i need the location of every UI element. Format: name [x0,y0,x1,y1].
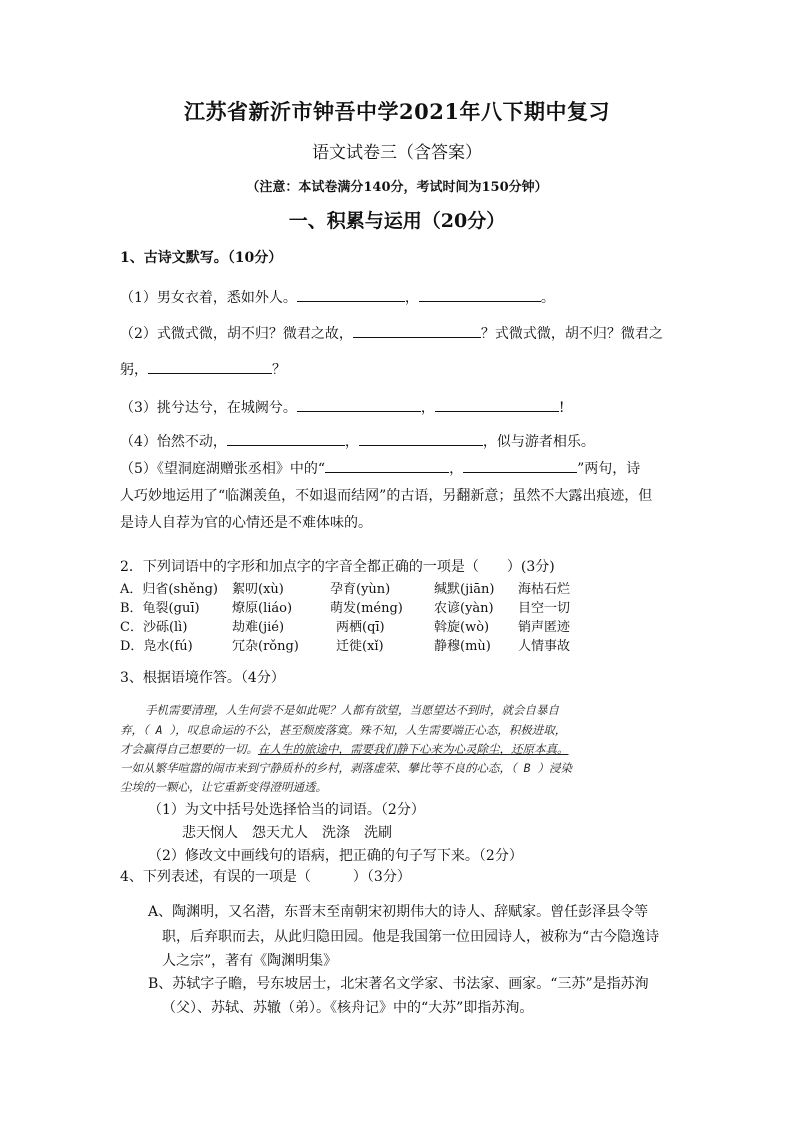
passage-line [120,741,680,757]
underlined-sentence: 在人生的旅途中，需要我们静下心来为心灵除尘，还原本真。 [258,742,569,756]
exclamation: ! [558,400,565,416]
q1-l2-text-c: 躬， [120,362,148,378]
answer-blank[interactable] [463,458,577,473]
exam-title: 江苏省新沂市钟吾中学2021年八下期中复习 [184,99,610,124]
q1-l4-text-b: ，似与游者相乐。 [482,434,595,450]
option-cell: 农谚(yàn) [434,601,494,616]
q3-sub-2: （2）修改文中画线句的语病，把正确的句子写下来。（2分） [148,848,523,864]
q1-line-3 [120,397,565,417]
q4-option-a[interactable]: A、陶渊明，又名潜，东晋末至南朝宋初期伟大的诗人、辞赋家。曾任彭泽县令等 [148,904,649,920]
q1-l1-text: （1）男女衣着，悉如外人。 [120,290,297,306]
answer-blank[interactable] [353,323,481,338]
option-cell: 目空一切 [518,601,571,616]
passage-line: 尘埃的一颗心，让它重新变得澄明通透。 [120,780,327,794]
answer-blank[interactable] [227,431,345,446]
q1-line-5c: 是诗人自荐为官的心情还是不难体味的。 [120,515,372,531]
q1-l4-text: （4）怡然不动， [120,434,227,450]
option-cell: 劫难(jié) [232,620,285,635]
answer-blank[interactable] [325,458,449,473]
answer-blank[interactable] [359,431,483,446]
q3-sub-1: （1）为文中括号处选择恰当的词语。（2分） [148,802,425,818]
option-cell: 迁徙(xǐ) [336,639,384,654]
option-cell: C．沙砾(lì) [120,620,188,635]
q3-word-choices: 悲天悯人 怨天尤人 洗涤 洗刷 [182,825,392,841]
q1-l5-text: （5）《望洞庭湖赠张丞相》中的“ [120,461,326,477]
period: 。 [540,290,555,306]
option-cell: D．凫水(fú) [120,639,193,654]
answer-blank[interactable] [297,287,405,302]
passage-line: 手机需要清理，人生何尝不是如此呢？人都有欲望，当愿望达不到时，就会自暴自 [145,703,559,717]
comma: ， [404,290,419,306]
q4-option-a-line2: 职，后弃职而去，从此归隐田园。他是我国第一位田园诗人，被称为“古今隐逸诗 [162,929,660,945]
option-cell: 燎原(liáo) [232,601,293,616]
q4-option-a-line3: 人之宗”，著有《陶渊明集》 [162,953,338,969]
option-cell: 销声匿迹 [518,620,571,635]
exam-note: （注意：本试卷满分140分，考试时间为150分钟） [246,180,548,195]
passage-text: 才会赢得自己想要的一切。 [120,742,258,756]
comma: ， [449,461,464,477]
comma: ， [344,434,359,450]
q4-option-b[interactable]: B、苏轼字子瞻，号东坡居士，北宋著名文学家、书法家、画家。“三苏”是指苏洵 [148,976,649,992]
option-cell: 冗杂(rǒng) [232,639,299,654]
q4-option-b-line2: （父）、苏轼、苏辙（弟）。《核舟记》中的“大苏”即指苏洵。 [162,1000,534,1016]
option-cell: 孕育(yùn) [330,582,391,597]
option-cell: 海枯石烂 [518,582,571,597]
q1-line-2b [120,359,286,379]
comma: ， [420,400,435,416]
option-cell: 斡旋(wò) [434,620,490,635]
question-mark: ？ [272,362,286,378]
q1-line-4 [120,431,595,451]
q3-heading: 3、根据语境作答。（4分） [120,670,285,686]
answer-blank[interactable] [297,397,421,412]
q1-l3-text: （3）挑兮达兮，在城阙兮。 [120,400,297,416]
option-cell: 缄默(jiān) [434,582,495,597]
q1-heading: 1、古诗文默写。（10分） [120,250,283,266]
answer-blank[interactable] [148,359,272,374]
option-cell: 静穆(mù) [434,639,491,654]
answer-blank[interactable] [435,397,559,412]
passage-line: 一如从繁华喧嚣的闹市来到宁静质朴的乡村，剥落虚荣、攀比等不良的心态，（ B ）浸染 [120,761,573,775]
option-cell: 絮叨(xù) [232,582,284,597]
option-cell: 人情事故 [518,639,571,654]
q1-line-1 [120,287,555,307]
q4-heading: 4、下列表述，有误的一项是（ ）（3分） [120,869,411,885]
option-cell: A．归省(shěng) [120,582,218,597]
q1-l2-text: （2）式微式微，胡不归？微君之故， [120,326,353,342]
option-cell: 两栖(qī) [336,620,385,635]
option-cell: 萌发(méng) [330,601,403,616]
q1-l2-text-b: ？式微式微，胡不归？微君之 [480,326,663,342]
passage-line: 弃，（ A ），叹息命运的不公，甚至颓废落寞。殊不知，人生需要端正心态，积极进取， [120,723,567,737]
q1-line-5 [120,458,640,478]
q2-heading: 2．下列词语中的字形和加点字的字音全都正确的一项是（ ）(3分) [120,559,555,575]
q1-line-2 [120,323,663,343]
answer-blank[interactable] [419,287,541,302]
section-heading: 一、积累与运用（20分） [288,210,506,232]
option-cell: B．龟裂(guī) [120,601,200,616]
exam-subtitle: 语文试卷三（含答案） [312,143,482,163]
q1-l5-text-b: ”两句，诗 [577,461,641,477]
q1-line-5b: 人巧妙地运用了“临渊羡鱼，不如退而结网”的古语，另翻新意；虽然不大露出痕迹，但 [120,488,653,504]
